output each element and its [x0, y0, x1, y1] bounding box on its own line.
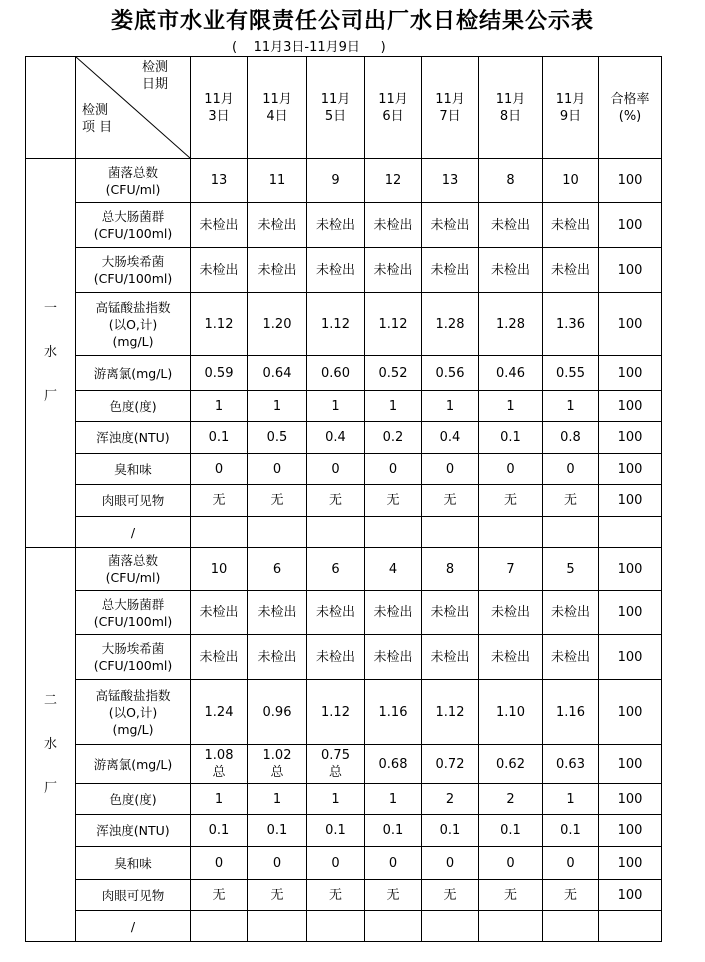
test-item: 肉眼可见物 [76, 880, 191, 911]
result-value: 1.10 [479, 680, 543, 745]
table-row [26, 745, 662, 784]
table-row [26, 248, 662, 293]
table-row [26, 635, 662, 680]
result-value: 无 [422, 485, 479, 517]
result-value: 8 [479, 159, 543, 203]
result-value: 0 [543, 847, 599, 880]
result-value: 无 [543, 880, 599, 911]
result-value: 5 [543, 548, 599, 591]
result-value: 0.5 [248, 422, 307, 454]
result-value: 无 [307, 485, 365, 517]
test-item: 游离氯(mg/L) [76, 356, 191, 391]
result-value: 0.1 [191, 422, 248, 454]
result-value: 1.28 [479, 293, 543, 356]
result-value [543, 911, 599, 942]
result-value: 0.46 [479, 356, 543, 391]
result-value: 未检出 [248, 203, 307, 248]
table-row [26, 548, 662, 591]
pass-rate-value: 100 [599, 880, 662, 911]
result-value: 0.2 [365, 422, 422, 454]
result-value: 无 [191, 880, 248, 911]
result-value: 未检出 [422, 591, 479, 635]
result-value: 9 [307, 159, 365, 203]
result-value: 无 [543, 485, 599, 517]
result-value [422, 911, 479, 942]
result-value: 0 [365, 454, 422, 485]
result-value: 0.4 [422, 422, 479, 454]
result-value: 1 [191, 784, 248, 815]
result-value: 0.8 [543, 422, 599, 454]
result-value: 0 [307, 454, 365, 485]
test-item: 高锰酸盐指数 (以O,计) (mg/L) [76, 680, 191, 745]
pass-rate-value: 100 [599, 548, 662, 591]
result-value: 4 [365, 548, 422, 591]
result-value: 0 [365, 847, 422, 880]
plant-name: 一 水 厂 [26, 159, 76, 548]
result-value: 未检出 [422, 248, 479, 293]
test-item: 菌落总数 (CFU/ml) [76, 159, 191, 203]
pass-rate-value: 100 [599, 485, 662, 517]
results-table [25, 56, 662, 942]
header-date-label: 检测 日期 [141, 60, 168, 92]
result-value: 未检出 [479, 248, 543, 293]
table-row [26, 159, 662, 203]
result-value: 未检出 [307, 591, 365, 635]
result-value: 1.12 [365, 293, 422, 356]
test-item: 大肠埃希菌 (CFU/100ml) [76, 248, 191, 293]
result-value: 0.4 [307, 422, 365, 454]
pass-rate-value: 100 [599, 784, 662, 815]
result-value: 13 [422, 159, 479, 203]
result-value: 1 [422, 391, 479, 422]
result-value: 0 [543, 454, 599, 485]
pass-rate-value: 100 [599, 635, 662, 680]
result-value: 11 [248, 159, 307, 203]
page-title: 娄底市水业有限责任公司出厂水日检结果公示表 [110, 9, 594, 34]
result-value: 0 [307, 847, 365, 880]
test-item: 浑浊度(NTU) [76, 422, 191, 454]
result-value: 无 [479, 880, 543, 911]
result-value: 0.59 [191, 356, 248, 391]
header-row [26, 57, 662, 159]
result-value: 无 [365, 485, 422, 517]
table-row [26, 454, 662, 485]
result-value: 无 [248, 880, 307, 911]
result-value: 6 [307, 548, 365, 591]
result-value: 0.1 [543, 815, 599, 847]
header-date-6: 11月 8日 [479, 57, 543, 159]
plant-name: 二 水 厂 [26, 548, 76, 942]
table-row [26, 911, 662, 942]
result-value: 0.52 [365, 356, 422, 391]
result-value: 0.62 [479, 745, 543, 784]
result-value: 10 [543, 159, 599, 203]
test-item: 游离氯(mg/L) [76, 745, 191, 784]
result-value: 未检出 [307, 248, 365, 293]
result-value: 未检出 [479, 635, 543, 680]
result-value: 1.02 总 [248, 745, 307, 784]
result-value: 1 [248, 784, 307, 815]
result-value: 1 [543, 391, 599, 422]
result-value: 1.20 [248, 293, 307, 356]
table-row [26, 680, 662, 745]
pass-rate-value [599, 517, 662, 548]
result-value: 0.1 [248, 815, 307, 847]
header-pass-rate: 合格率 (%) [599, 57, 662, 159]
pass-rate-value: 100 [599, 745, 662, 784]
test-item: 高锰酸盐指数 (以O,计) (mg/L) [76, 293, 191, 356]
pass-rate-value: 100 [599, 293, 662, 356]
result-value: 1.12 [307, 680, 365, 745]
result-value: 无 [248, 485, 307, 517]
pass-rate-value: 100 [599, 815, 662, 847]
test-item: 臭和味 [76, 454, 191, 485]
test-item: 浑浊度(NTU) [76, 815, 191, 847]
result-value: 无 [307, 880, 365, 911]
table-row [26, 847, 662, 880]
result-value: 0.1 [479, 422, 543, 454]
result-value [307, 911, 365, 942]
result-value: 0 [479, 847, 543, 880]
table-row [26, 203, 662, 248]
result-value: 未检出 [365, 635, 422, 680]
result-value: 无 [422, 880, 479, 911]
test-item: 色度(度) [76, 784, 191, 815]
pass-rate-value: 100 [599, 356, 662, 391]
result-value: 未检出 [365, 591, 422, 635]
pass-rate-value: 100 [599, 248, 662, 293]
table-row [26, 517, 662, 548]
table-row [26, 880, 662, 911]
test-item: / [76, 911, 191, 942]
result-value: 0.72 [422, 745, 479, 784]
result-value: 未检出 [543, 591, 599, 635]
header-date-5: 11月 7日 [422, 57, 479, 159]
result-value: 1.12 [422, 680, 479, 745]
result-value: 未检出 [248, 248, 307, 293]
test-item: / [76, 517, 191, 548]
result-value: 1.12 [191, 293, 248, 356]
result-value: 未检出 [479, 591, 543, 635]
result-value: 0.1 [191, 815, 248, 847]
result-value: 0.55 [543, 356, 599, 391]
result-value [365, 517, 422, 548]
result-value: 1 [365, 784, 422, 815]
table-row [26, 293, 662, 356]
pass-rate-value: 100 [599, 159, 662, 203]
result-value: 1.08 总 [191, 745, 248, 784]
result-value: 1 [248, 391, 307, 422]
result-value: 未检出 [479, 203, 543, 248]
result-value: 1 [479, 391, 543, 422]
pass-rate-value: 100 [599, 391, 662, 422]
header-date-7: 11月 9日 [543, 57, 599, 159]
date-range: ( 11月3日-11月9日 ) [232, 40, 386, 55]
result-value [422, 517, 479, 548]
header-item-label: 检测 项 目 [82, 103, 113, 135]
table-row [26, 815, 662, 847]
result-value: 0.1 [365, 815, 422, 847]
result-value: 未检出 [248, 591, 307, 635]
result-value: 未检出 [543, 248, 599, 293]
test-item: 总大肠菌群 (CFU/100ml) [76, 203, 191, 248]
result-value: 1.28 [422, 293, 479, 356]
result-value: 1 [191, 391, 248, 422]
result-value: 无 [365, 880, 422, 911]
pass-rate-value: 100 [599, 680, 662, 745]
result-value: 未检出 [191, 635, 248, 680]
test-item: 肉眼可见物 [76, 485, 191, 517]
result-value: 10 [191, 548, 248, 591]
result-value: 未检出 [543, 635, 599, 680]
pass-rate-value: 100 [599, 591, 662, 635]
result-value: 未检出 [422, 203, 479, 248]
table-row [26, 356, 662, 391]
result-value: 无 [479, 485, 543, 517]
result-value: 1.36 [543, 293, 599, 356]
pass-rate-value: 100 [599, 422, 662, 454]
header-date-1: 11月 3日 [191, 57, 248, 159]
result-value: 未检出 [307, 635, 365, 680]
result-value: 2 [422, 784, 479, 815]
result-value: 2 [479, 784, 543, 815]
header-date-3: 11月 5日 [307, 57, 365, 159]
result-value: 0 [191, 454, 248, 485]
result-value: 0.1 [479, 815, 543, 847]
result-value: 8 [422, 548, 479, 591]
test-item: 臭和味 [76, 847, 191, 880]
result-value [307, 517, 365, 548]
result-value: 0 [422, 847, 479, 880]
result-value [191, 911, 248, 942]
pass-rate-value: 100 [599, 203, 662, 248]
result-value: 未检出 [365, 248, 422, 293]
pass-rate-value [599, 911, 662, 942]
result-value [248, 517, 307, 548]
result-value: 未检出 [248, 635, 307, 680]
result-value: 1 [307, 391, 365, 422]
test-item: 色度(度) [76, 391, 191, 422]
result-value [191, 517, 248, 548]
result-value: 0.64 [248, 356, 307, 391]
result-value [479, 911, 543, 942]
result-value: 0 [422, 454, 479, 485]
table-row [26, 485, 662, 517]
result-value: 0 [191, 847, 248, 880]
result-value: 0.1 [422, 815, 479, 847]
result-value: 12 [365, 159, 422, 203]
result-value [543, 517, 599, 548]
result-value: 0.56 [422, 356, 479, 391]
result-value: 未检出 [543, 203, 599, 248]
result-value [248, 911, 307, 942]
result-value: 0.60 [307, 356, 365, 391]
result-value [479, 517, 543, 548]
table-row [26, 591, 662, 635]
result-value: 未检出 [307, 203, 365, 248]
result-value: 1.16 [365, 680, 422, 745]
result-value: 0.1 [307, 815, 365, 847]
result-value: 1.12 [307, 293, 365, 356]
results-body [26, 57, 662, 942]
pass-rate-value: 100 [599, 454, 662, 485]
result-value: 无 [191, 485, 248, 517]
result-value: 0 [479, 454, 543, 485]
result-value: 1.16 [543, 680, 599, 745]
result-value: 0.63 [543, 745, 599, 784]
result-value: 1 [307, 784, 365, 815]
result-value: 0 [248, 847, 307, 880]
result-value: 未检出 [191, 248, 248, 293]
result-value: 0 [248, 454, 307, 485]
result-value: 1.24 [191, 680, 248, 745]
header-date-4: 11月 6日 [365, 57, 422, 159]
result-value: 13 [191, 159, 248, 203]
result-value: 0.68 [365, 745, 422, 784]
result-value: 未检出 [191, 591, 248, 635]
result-value [365, 911, 422, 942]
pass-rate-value: 100 [599, 847, 662, 880]
header-corner-cell [76, 57, 191, 159]
result-value: 1 [543, 784, 599, 815]
result-value: 未检出 [422, 635, 479, 680]
result-value: 0.96 [248, 680, 307, 745]
result-value: 7 [479, 548, 543, 591]
test-item: 菌落总数 (CFU/ml) [76, 548, 191, 591]
result-value: 1 [365, 391, 422, 422]
test-item: 大肠埃希菌 (CFU/100ml) [76, 635, 191, 680]
result-value: 未检出 [365, 203, 422, 248]
result-value: 6 [248, 548, 307, 591]
table-row [26, 422, 662, 454]
header-plant-cell [26, 57, 76, 159]
table-row [26, 784, 662, 815]
test-item: 总大肠菌群 (CFU/100ml) [76, 591, 191, 635]
header-date-2: 11月 4日 [248, 57, 307, 159]
result-value: 0.75 总 [307, 745, 365, 784]
table-row [26, 391, 662, 422]
result-value: 未检出 [191, 203, 248, 248]
